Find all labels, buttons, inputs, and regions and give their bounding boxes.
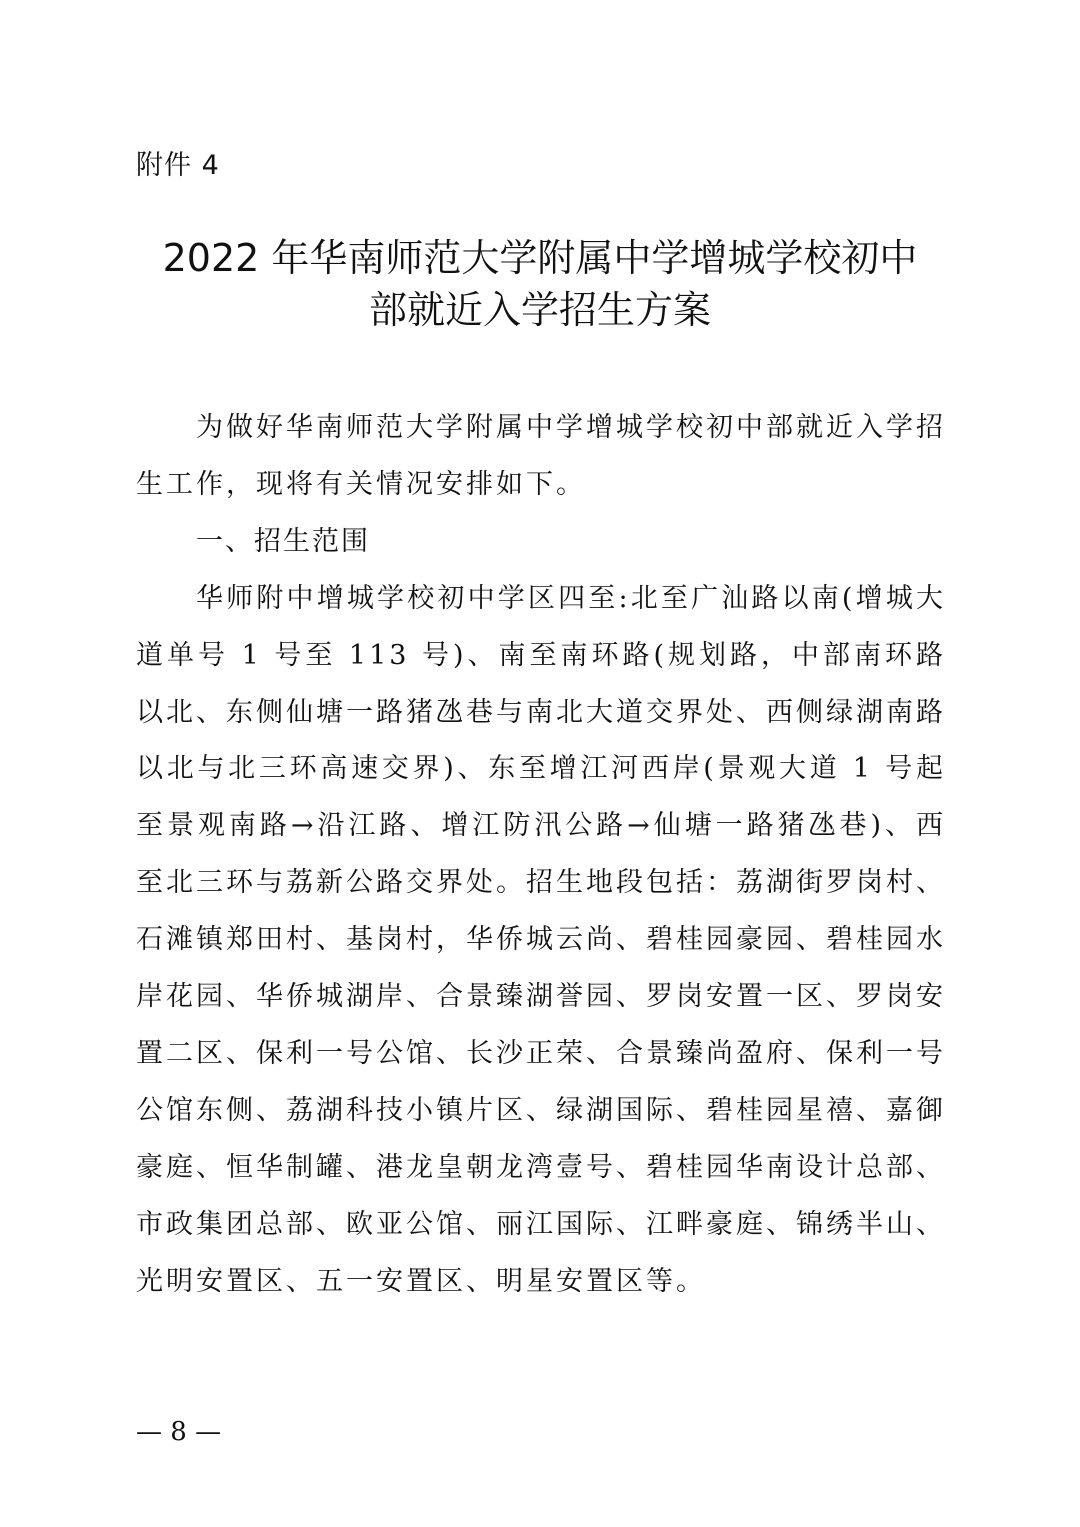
page-number: — 8 —	[136, 1417, 222, 1447]
enrollment-scope-paragraph: 华师附中增城学校初中学区四至:北至广汕路以南(增城大道单号 1 号至 113 号)、南至南环路(规划路，中部南环路以北、东侧仙塘一路猪氹巷与南北大道交界处、西侧绿湖南路以北与北三环高速交界)、东至增江河西岸(景观大道 1 号起至景观南路→沿江路、增江防汛公路→仙塘一路猪氹巷)、西至北三环与荔新公路交界处。招生地段包括：荔湖街罗岗村、石滩镇郑田村、基岗村，华侨城云尚、碧桂园豪园、碧桂园水岸花园、华侨城湖岸、合景臻湖誉园、罗岗安置一区、罗岗安置二区、保利一号公馆、长沙正荣、合景臻尚盈府、保利一号公馆东侧、荔湖科技小镇片区、绿湖国际、碧桂园星禧、嘉御豪庭、恒华制罐、港龙皇朝龙湾壹号、碧桂园华南设计总部、市政集团总部、欧亚公馆、丽江国际、江畔豪庭、锦绣半山、光明安置区、五一安置区、明星安置区等。	[136, 582, 946, 1297]
title-line-2: 部就近入学招生方案	[368, 288, 711, 332]
intro-paragraph: 为做好华南师范大学附属中学增城学校初中部就近入学招生工作，现将有关情况安排如下。	[136, 412, 946, 500]
attachment-label: 附件 4	[136, 150, 220, 181]
title-line-1: 2022 年华南师范大学附属中学增城学校初中	[162, 236, 918, 280]
section-heading-enrollment-scope: 一、招生范围	[196, 525, 370, 557]
document-body	[136, 400, 946, 1311]
document-title	[100, 232, 980, 336]
